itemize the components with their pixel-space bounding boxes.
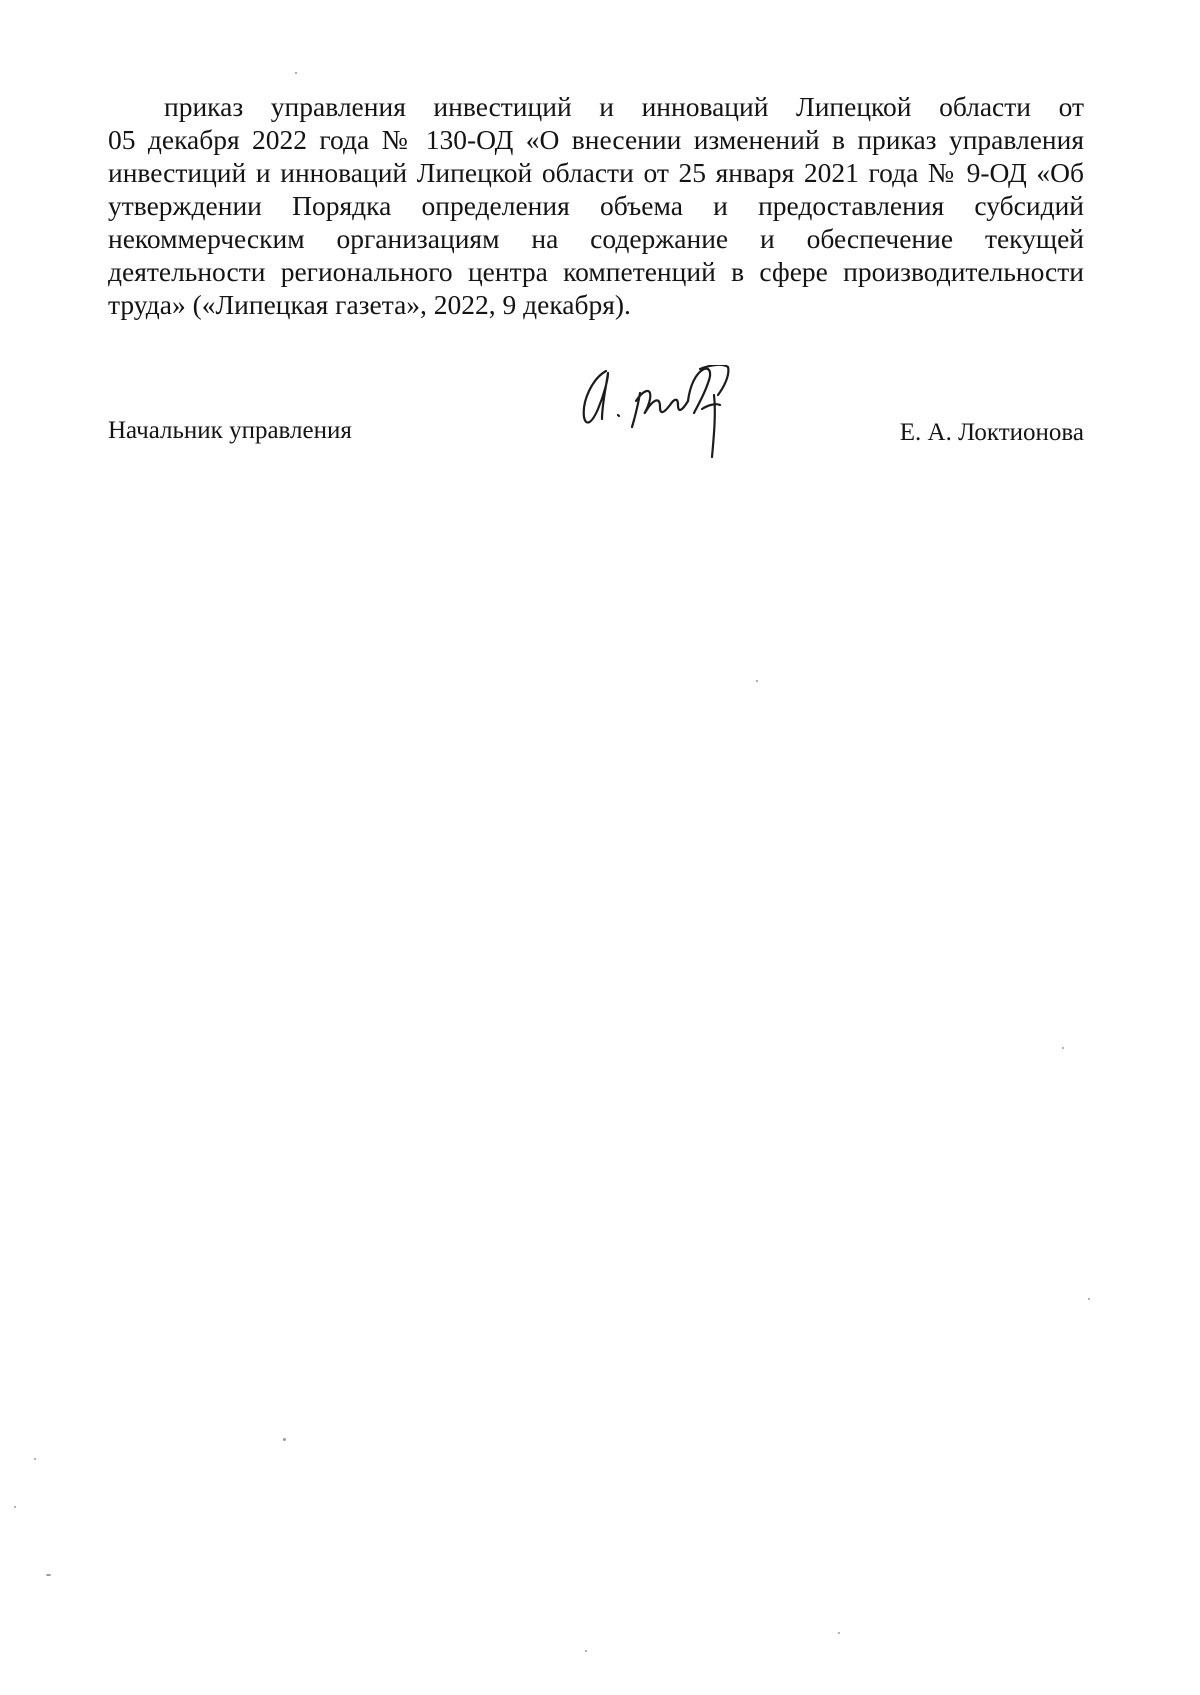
paragraph-line: приказ управления инвестиций и инноваций Липецкой области от [164, 91, 1084, 122]
scan-speck [46, 1574, 51, 1576]
paragraph-line: утверждении Порядка определения объема и предоставления субсидий [108, 190, 1084, 221]
scan-speck [1088, 1298, 1090, 1300]
scan-speck [283, 1438, 286, 1441]
paragraph-line: 05 декабря 2022 года № 130-ОД «О внесении изменений в приказ управления [108, 124, 1084, 155]
paragraph-line: труда» («Липецкая газета», 2022, 9 декабря). [108, 289, 631, 320]
order-reference-paragraph [108, 90, 1084, 321]
scan-speck [585, 1650, 587, 1652]
paragraph-line: некоммерческим организациям на содержание и обеспечение текущей [108, 223, 1084, 254]
scan-speck [838, 1632, 840, 1634]
signatory-title: Начальник управления [108, 417, 352, 444]
scan-speck [14, 1506, 16, 1508]
paragraph-line: деятельности регионального центра компетенций в сфере производительности [108, 256, 1084, 287]
scan-speck [756, 680, 758, 682]
scan-speck [34, 1458, 36, 1460]
signatory-name: Е. А. Локтионова [899, 419, 1084, 446]
scan-speck [1062, 1047, 1064, 1049]
signature-block [108, 365, 1084, 475]
scan-speck [295, 72, 297, 74]
handwritten-signature [578, 365, 768, 475]
paragraph-line: инвестиций и инноваций Липецкой области от 25 января 2021 года № 9-ОД «Об [108, 157, 1084, 188]
